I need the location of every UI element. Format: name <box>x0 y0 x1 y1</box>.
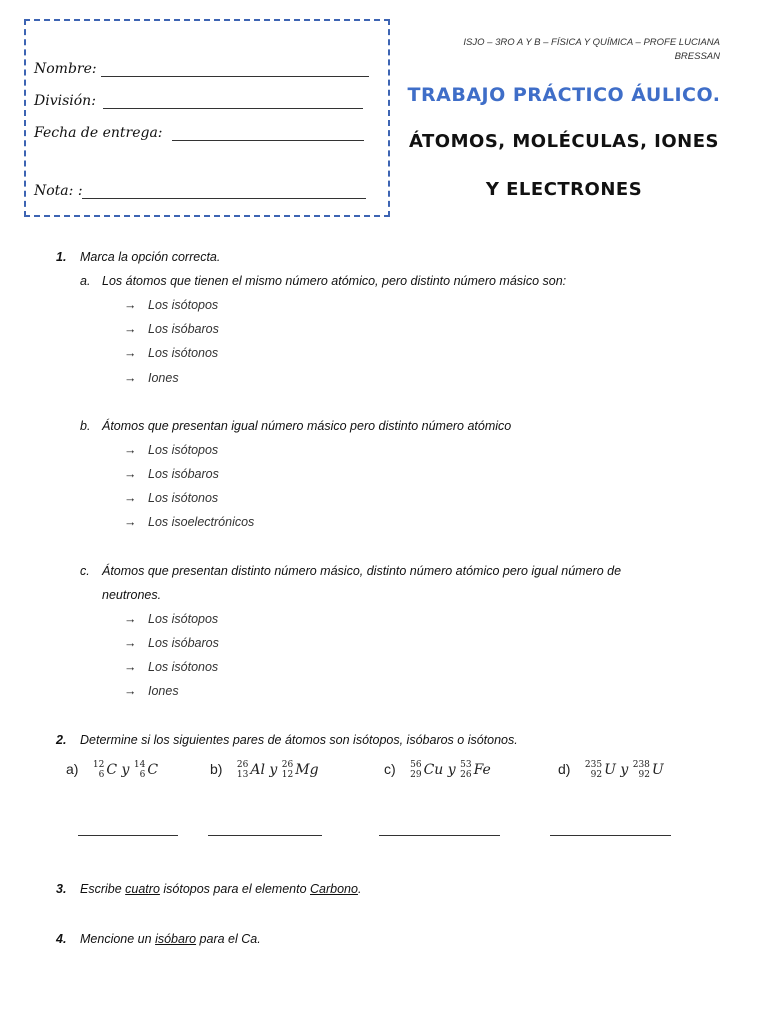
q1a-option[interactable] <box>124 371 179 385</box>
q1c-text-line-2: neutrones. <box>102 588 162 602</box>
arrow-right-icon: → <box>124 515 137 529</box>
answer-line-b[interactable] <box>208 835 322 836</box>
arrow-right-icon: → <box>124 298 137 312</box>
option-label: Los isótonos <box>148 346 219 360</box>
connector: y <box>620 762 629 778</box>
pair-label: a) <box>66 761 79 777</box>
element-symbol: C <box>147 762 159 778</box>
q3-text-post: . <box>357 882 362 896</box>
answer-line-c[interactable] <box>379 835 500 836</box>
q2-number: 2. <box>56 733 67 747</box>
q1a-option[interactable] <box>124 346 218 360</box>
arrow-right-icon: → <box>124 443 137 457</box>
q1b-text: Átomos que presentan igual número másico pero distinto número atómico <box>102 419 512 433</box>
grade-field-line[interactable] <box>82 198 366 199</box>
q1b-option[interactable] <box>124 515 254 529</box>
pair-label: b) <box>210 761 223 777</box>
q1-number: 1. <box>56 250 67 264</box>
arrow-right-icon: → <box>124 660 137 674</box>
q3-text <box>80 882 361 896</box>
q4-underlined-term: isóbaro <box>155 932 197 946</box>
arrow-right-icon: → <box>124 636 137 650</box>
connector: y <box>447 762 456 778</box>
nuclide-indices: 14 6 <box>133 760 146 780</box>
q1c-option[interactable] <box>124 660 218 674</box>
q3-text-mid: isótopos para el elemento <box>159 882 310 896</box>
q1c-letter: c. <box>80 564 90 578</box>
q4-text <box>80 932 261 946</box>
arrow-right-icon: → <box>124 684 137 698</box>
isotope-pair-c <box>384 760 491 780</box>
option-label: Los isótopos <box>148 443 219 457</box>
isotope-pair-d <box>558 760 664 780</box>
q4-number: 4. <box>56 932 67 946</box>
q2-text: Determine si los siguientes pares de átomos son isótopos, isóbaros o isótonos. <box>80 733 518 747</box>
element-symbol: Cu <box>423 762 444 778</box>
option-label: Los isótonos <box>148 660 219 674</box>
option-label: Los isóbaros <box>148 636 219 650</box>
q1c-option[interactable] <box>124 636 219 650</box>
arrow-right-icon: → <box>124 491 137 505</box>
arrow-right-icon: → <box>124 371 137 385</box>
q1a-letter: a. <box>80 274 91 288</box>
q1c-option[interactable] <box>124 612 218 626</box>
q1-text: Marca la opción correcta. <box>80 250 221 264</box>
q1a-option[interactable] <box>124 298 218 312</box>
element-symbol: U <box>604 762 616 778</box>
q4-text-post: para el Ca. <box>196 932 261 946</box>
arrow-right-icon: → <box>124 322 137 336</box>
q1c-text-line-1: Átomos que presentan distinto número másico, distinto número atómico pero igual número de <box>102 564 622 578</box>
q1b-option[interactable] <box>124 467 219 481</box>
option-label: Los isoelectrónicos <box>148 515 255 529</box>
nuclide-indices: 12 6 <box>92 760 105 780</box>
topic-line-1: ÁTOMOS, MOLÉCULAS, IONES <box>409 131 719 152</box>
element-symbol: U <box>651 762 664 778</box>
topic-line-2: Y ELECTRONES <box>485 179 643 200</box>
option-label: Los isóbaros <box>148 322 219 336</box>
school-header <box>430 36 720 64</box>
division-field-line[interactable] <box>103 108 363 109</box>
date-label: Fecha de entrega: <box>34 125 163 141</box>
q1a-text: Los átomos que tienen el mismo número atómico, pero distinto número másico son: <box>102 274 567 288</box>
nuclide-indices: 26 12 <box>281 760 294 780</box>
q3-underlined-quantity: cuatro <box>125 882 160 896</box>
q1b-option[interactable] <box>124 443 218 457</box>
nuclide-indices: 26 13 <box>236 760 249 780</box>
grade-label: Nota: : <box>34 183 83 199</box>
q3-text-pre: Escribe <box>80 882 126 896</box>
q1b-letter: b. <box>80 419 91 433</box>
arrow-right-icon: → <box>124 346 137 360</box>
school-line-2: BRESSAN <box>674 51 720 62</box>
name-field-line[interactable] <box>101 76 369 77</box>
q1c-option[interactable] <box>124 684 179 698</box>
q3-underlined-element: Carbono <box>310 882 358 896</box>
pair-label: d) <box>558 761 571 777</box>
nuclide-indices: 238 92 <box>632 760 650 780</box>
name-label: Nombre: <box>34 61 97 77</box>
nuclide-indices: 53 26 <box>460 760 472 780</box>
element-symbol: Fe <box>473 762 491 778</box>
connector: y <box>121 762 130 778</box>
nuclide-indices: 56 29 <box>410 760 422 780</box>
q4-text-pre: Mencione un <box>80 932 156 946</box>
option-label: Los isótopos <box>148 612 219 626</box>
pair-label: c) <box>384 761 396 777</box>
option-label: Los isótonos <box>148 491 219 505</box>
q1a-option[interactable] <box>124 322 219 336</box>
worksheet-title: TRABAJO PRÁCTICO ÁULICO. <box>407 84 721 106</box>
option-label: Los isótopos <box>148 298 219 312</box>
option-label: Iones <box>148 684 179 698</box>
nuclide-indices: 235 92 <box>584 760 603 780</box>
isotope-pair-b <box>210 760 319 780</box>
element-symbol: C <box>106 762 118 778</box>
element-symbol: Al <box>250 762 265 778</box>
school-line-1: ISJO – 3RO A Y B – FÍSICA Y QUÍMICA – PROFE LUCIANA <box>463 37 720 48</box>
answer-line-a[interactable] <box>78 835 178 836</box>
q1b-option[interactable] <box>124 491 218 505</box>
isotope-pair-a <box>66 760 158 780</box>
connector: y <box>269 762 278 778</box>
answer-line-d[interactable] <box>550 835 671 836</box>
q3-number: 3. <box>56 882 67 896</box>
date-field-line[interactable] <box>172 140 364 141</box>
option-label: Los isóbaros <box>148 467 219 481</box>
option-label: Iones <box>148 371 179 385</box>
arrow-right-icon: → <box>124 612 137 626</box>
arrow-right-icon: → <box>124 467 137 481</box>
element-symbol: Mg <box>295 762 319 778</box>
division-label: División: <box>34 93 96 109</box>
